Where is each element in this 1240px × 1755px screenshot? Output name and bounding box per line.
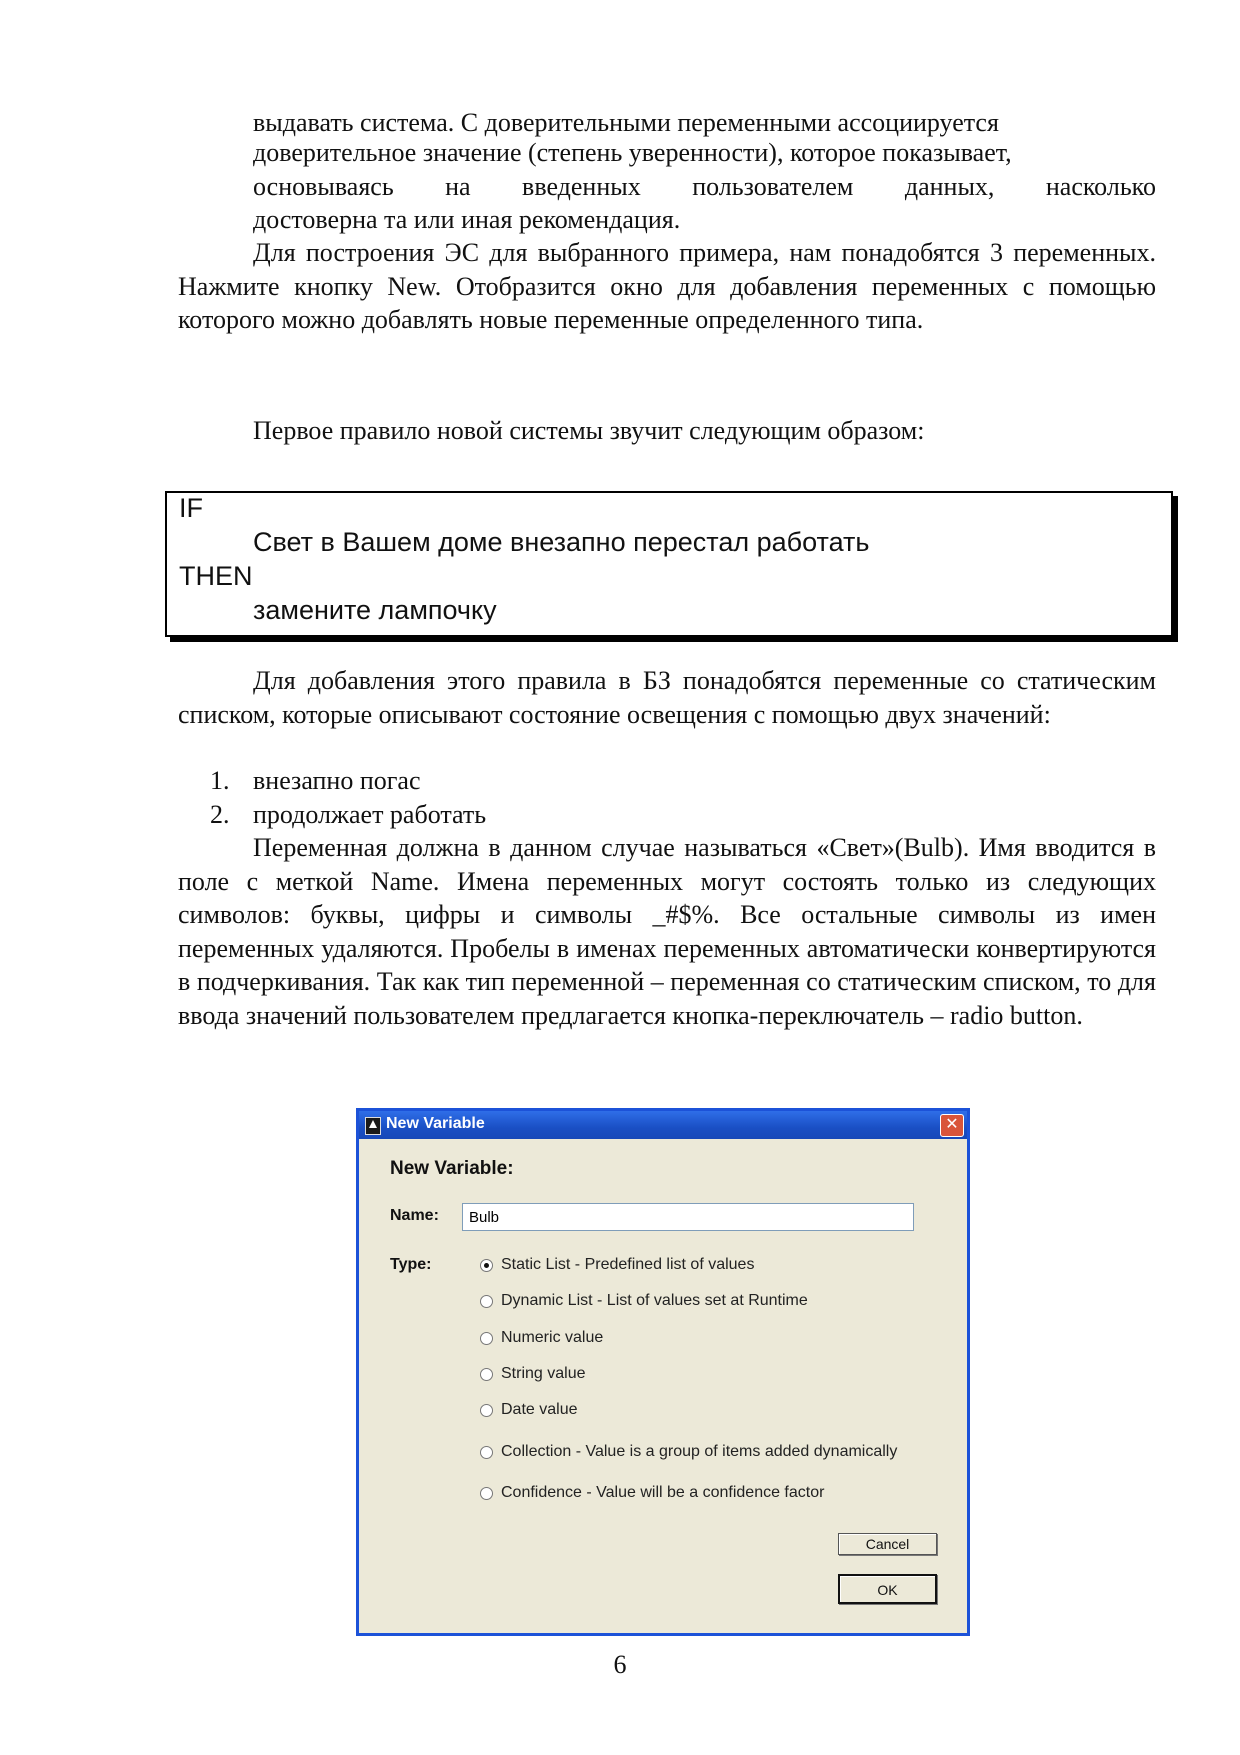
paragraph-new-button (178, 236, 1156, 337)
dialog-heading: New Variable: (390, 1158, 514, 1179)
list-item-number: 1. (210, 766, 230, 795)
type-option-label: Confidence - Value will be a confidence factor (501, 1484, 825, 1501)
intro-line: доверительное значение (степень уверенности), которое показывает, (253, 138, 1012, 167)
type-option-dynamic-list[interactable] (480, 1292, 808, 1310)
list-item-text: продолжает работать (253, 799, 487, 829)
app-icon (365, 1117, 381, 1135)
intro-line: выдавать система. С доверительными переменными ассоциируется (253, 108, 999, 137)
type-option-date[interactable] (480, 1401, 578, 1419)
list-item (210, 764, 1110, 798)
list-item-number: 2. (210, 799, 230, 829)
page-number: 6 (613, 1650, 627, 1679)
paragraph-rule-intro-text: Первое правило новой системы звучит следующим образом: (253, 416, 925, 445)
type-option-label: Dynamic List - List of values set at Runtime (501, 1292, 808, 1309)
radio-button[interactable] (480, 1368, 493, 1381)
type-option-static-list[interactable] (480, 1256, 754, 1274)
type-option-label: Static List - Predefined list of values (501, 1256, 755, 1273)
list-item (210, 798, 1110, 832)
intro-line: достоверна та или иная рекомендация. (253, 205, 681, 234)
rule-condition: Свет в Вашем доме внезапно перестал работать (253, 527, 870, 557)
dialog-titlebar[interactable] (359, 1111, 967, 1139)
dialog-title: New Variable (386, 1115, 485, 1132)
type-option-label: String value (501, 1365, 586, 1382)
radio-button[interactable] (480, 1487, 493, 1500)
radio-button[interactable] (480, 1446, 493, 1459)
radio-button[interactable] (480, 1295, 493, 1308)
rule-box (165, 491, 1173, 637)
paragraph-variable (178, 831, 1156, 1033)
rule-action: замените лампочку (253, 595, 497, 625)
name-input[interactable] (462, 1203, 914, 1231)
new-variable-dialog (356, 1108, 970, 1636)
radio-button-selected[interactable] (480, 1259, 493, 1272)
type-option-collection[interactable] (480, 1443, 897, 1461)
close-icon[interactable]: ✕ (940, 1114, 964, 1137)
paragraph-rule-intro (178, 414, 1156, 448)
type-option-label: Numeric value (501, 1329, 604, 1346)
cancel-button[interactable]: Cancel (838, 1533, 937, 1555)
type-option-label: Collection - Value is a group of items added dynamically (501, 1443, 898, 1460)
type-option-label: Date value (501, 1401, 578, 1418)
rule-then-keyword: THEN (179, 561, 253, 591)
ok-button[interactable]: OK (838, 1574, 937, 1604)
paragraph-add-rule (178, 664, 1156, 731)
paragraph-variable-text: Переменная должна в данном случае называться «Свет»(Bulb). Имя вводится в поле с меткой Name. Имена переменных могут состоять только из следующих символов: буквы, цифры и символы _#$%. Все остальные символы из имен переменных удаляются. Пробелы в именах переменных автоматически конвертируются в подчеркивания. Так как тип переменной – переменная со статическим списком, то для ввода значений пользователем предлагается кнопка-переключатель – radio button. (178, 833, 1156, 1030)
rule-if-keyword: IF (179, 493, 203, 523)
intro-line: основываясь на введенных пользователем данных, насколько (253, 172, 1156, 201)
radio-button[interactable] (480, 1404, 493, 1417)
values-list (210, 764, 1110, 831)
type-label: Type: (390, 1256, 432, 1273)
paragraph-new-text: Для построения ЭС для выбранного примера, нам понадобятся 3 переменных. Нажмите кнопку New. Отобразится окно для добавления переменных с помощью которого можно добавлять новые переменные определенного типа. (178, 238, 1156, 335)
paragraph-add-rule-text: Для добавления этого правила в БЗ понадобятся переменные со статическим списком, которые описывают состояние освещения с помощью двух значений: (178, 666, 1156, 729)
type-option-string[interactable] (480, 1365, 586, 1383)
list-item-text: внезапно погас (253, 766, 421, 795)
type-option-numeric[interactable] (480, 1329, 603, 1347)
type-option-confidence[interactable] (480, 1484, 824, 1502)
radio-button[interactable] (480, 1332, 493, 1345)
name-label: Name: (390, 1207, 439, 1224)
